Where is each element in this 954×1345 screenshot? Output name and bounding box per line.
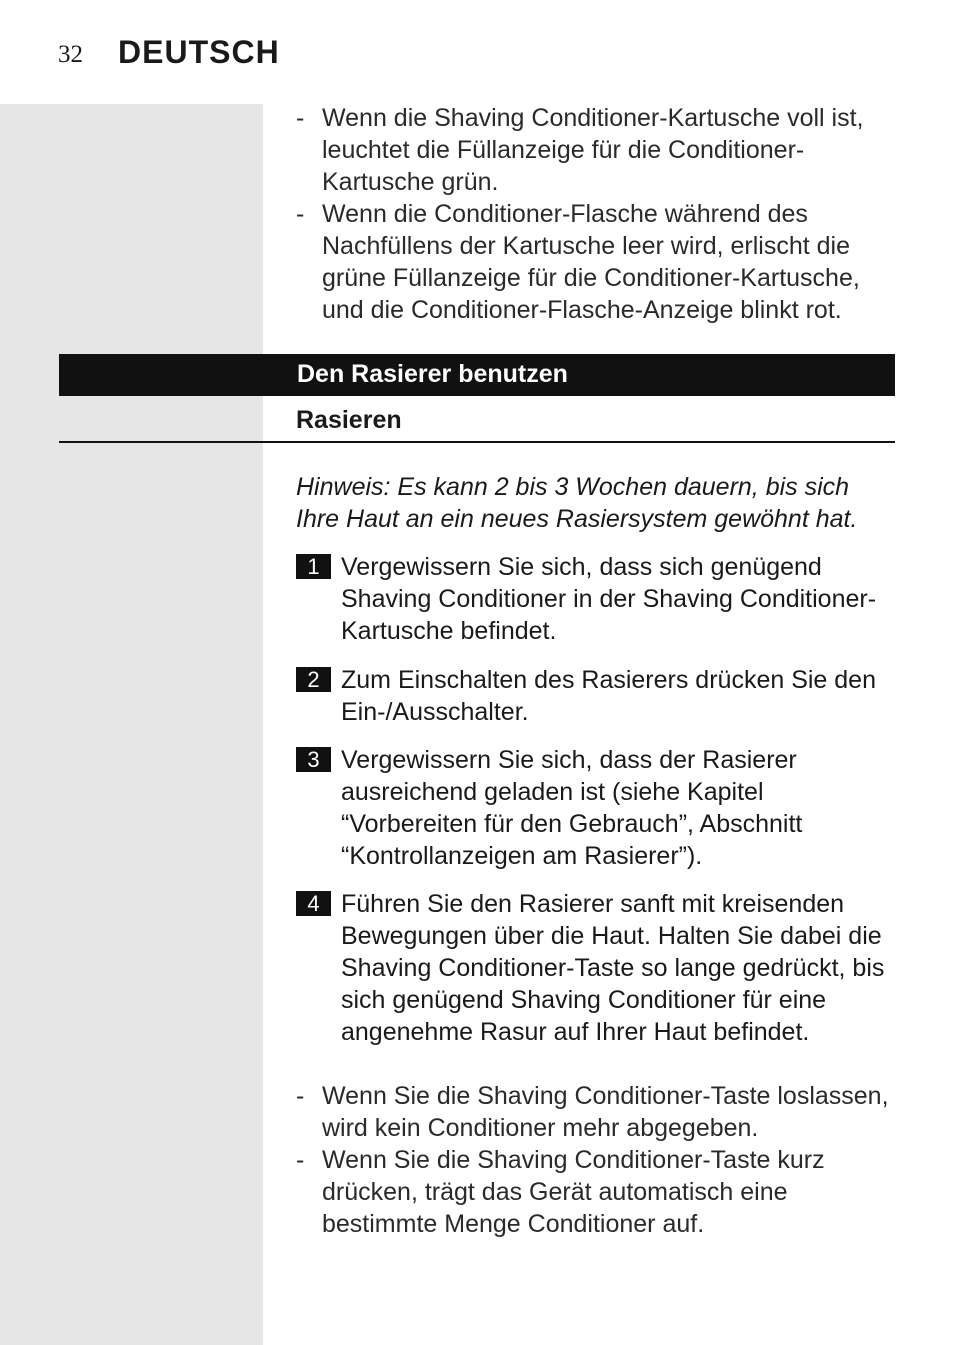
list-item (296, 1080, 896, 1144)
step-text: Zum Einschalten des Rasierers drücken Sie den Ein-/Ausschalter. (341, 666, 876, 726)
bullet-dash: - (296, 1082, 305, 1110)
step-number-badge: 4 (296, 891, 331, 916)
step-item (296, 664, 896, 728)
bullet-text: Wenn Sie die Shaving Conditioner-Taste kurz drücken, trägt das Gerät automatisch eine bestimmte Menge Conditioner auf. (322, 1146, 825, 1238)
bullet-text: Wenn Sie die Shaving Conditioner-Taste loslassen, wird kein Conditioner mehr abgegeben. (322, 1082, 889, 1142)
section-title: Den Rasierer benutzen (297, 360, 568, 388)
margin-sidebar (0, 104, 263, 1345)
intro-bullet-list (296, 102, 896, 326)
chapter-title: DEUTSCH (118, 34, 280, 70)
bullet-dash: - (296, 104, 305, 132)
note-text: Hinweis: Es kann 2 bis 3 Wochen dauern, bis sich Ihre Haut an ein neues Rasiersystem gewöhnt hat. (296, 473, 858, 533)
list-item (296, 198, 896, 326)
step-number-badge: 2 (296, 667, 331, 692)
bullet-dash: - (296, 1146, 305, 1174)
step-text: Vergewissern Sie sich, dass sich genügend Shaving Conditioner in der Shaving Conditioner-Kartusche befindet. (341, 553, 877, 645)
bullet-text: Wenn die Shaving Conditioner-Kartusche voll ist, leuchtet die Füllanzeige für die Conditioner-Kartusche grün. (322, 104, 864, 196)
list-item (296, 1144, 896, 1240)
bullet-dash: - (296, 200, 305, 228)
bullet-text: Wenn die Conditioner-Flasche während des Nachfüllens der Kartusche leer wird, erlischt die grüne Füllanzeige für die Conditioner-Kartusche, und die Conditioner-Flasche-Anzeige blinkt rot. (322, 200, 860, 324)
list-item (296, 102, 896, 198)
section-heading-bar (59, 354, 895, 396)
page-number: 32 (58, 41, 83, 68)
step-item (296, 551, 896, 647)
subsection-title: Rasieren (296, 406, 402, 434)
divider (59, 441, 895, 443)
step-item (296, 744, 896, 872)
step-number-badge: 1 (296, 554, 331, 579)
step4-bullet-list (296, 1080, 896, 1240)
step-item (296, 888, 896, 1048)
step-text: Führen Sie den Rasierer sanft mit kreisenden Bewegungen über die Haut. Halten Sie dabei die Shaving Conditioner-Taste so lange gedrückt, bis sich genügend Shaving Conditioner für eine angenehme Rasur auf Ihrer Haut befindet. (341, 890, 885, 1046)
step-number-badge: 3 (296, 747, 331, 772)
step-text: Vergewissern Sie sich, dass der Rasierer ausreichend geladen ist (siehe Kapitel “Vorbereiten für den Gebrauch”, Abschnitt “Kontrollanzeigen am Rasierer”). (341, 746, 803, 870)
